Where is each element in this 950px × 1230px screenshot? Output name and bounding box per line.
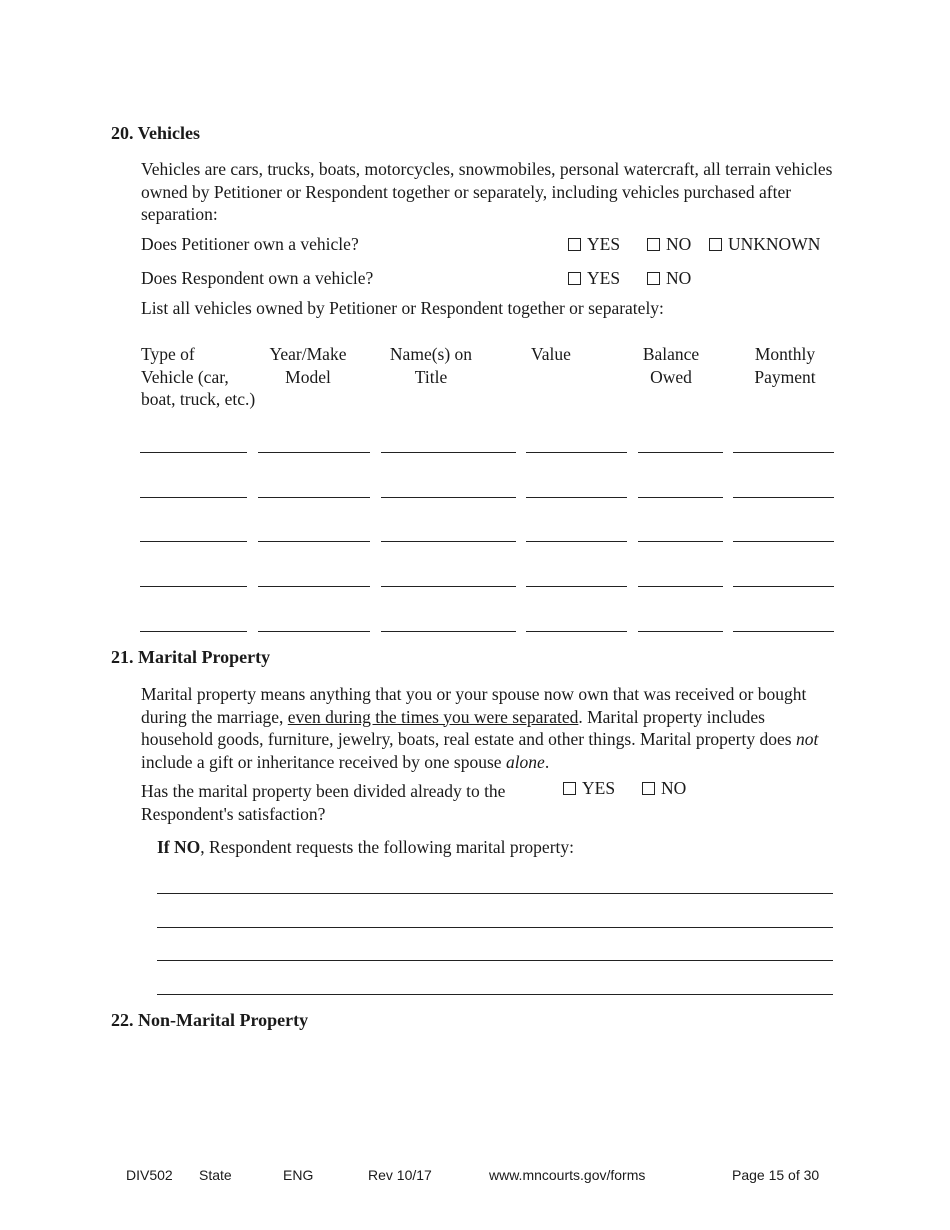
petitioner-vehicle-no[interactable]: NO [647,234,691,255]
footer-revision: Rev 10/17 [368,1167,432,1183]
respondent-vehicle-question: Does Respondent own a vehicle? [141,268,374,288]
petitioner-vehicle-question: Does Petitioner own a vehicle? [141,234,359,254]
vehicles-intro: Vehicles are cars, trucks, boats, motorcycles, snowmobiles, personal watercraft, all terrain vehicles owned by Petitioner or Respondent together or separately, including vehicles purchased after separation: [141,159,833,224]
vehicle-entry-line[interactable] [638,541,723,542]
vehicle-entry-line[interactable] [140,631,247,632]
checkbox[interactable] [709,238,722,251]
petitioner-vehicle-yes[interactable]: YES [568,234,620,255]
footer-url: www.mncourts.gov/forms [489,1167,646,1183]
vehicle-entry-line[interactable] [526,586,627,587]
marital-property-request-line[interactable] [157,893,833,894]
vehicle-entry-line[interactable] [733,497,834,498]
vehicle-entry-line[interactable] [140,497,247,498]
column-header-value: Value [531,344,571,364]
vehicle-entry-line[interactable] [526,631,627,632]
section-21-heading: 21. Marital Property [111,647,271,667]
vehicle-entry-line[interactable] [526,541,627,542]
checkbox[interactable] [563,782,576,795]
checkbox[interactable] [642,782,655,795]
vehicle-entry-line[interactable] [733,631,834,632]
footer-state: State [199,1167,232,1183]
vehicle-entry-line[interactable] [258,586,370,587]
column-header-monthly-payment: Monthly Payment [754,344,816,387]
footer-language: ENG [283,1167,314,1183]
vehicle-entry-line[interactable] [381,631,516,632]
vehicle-entry-line[interactable] [526,452,627,453]
marital-property-request-line[interactable] [157,994,833,995]
vehicle-entry-line[interactable] [381,541,516,542]
respondent-vehicle-yes[interactable]: YES [568,268,620,289]
vehicle-entry-line[interactable] [258,541,370,542]
vehicle-entry-line[interactable] [381,452,516,453]
vehicle-entry-line[interactable] [638,452,723,453]
column-header-year-make-model: Year/Make Model [269,344,347,387]
checkbox[interactable] [568,272,581,285]
if-no-request-label: If NO, Respondent requests the following marital property: [157,837,575,857]
respondent-vehicle-no[interactable]: NO [647,268,691,289]
vehicle-entry-line[interactable] [381,586,516,587]
vehicle-entry-line[interactable] [258,631,370,632]
vehicle-entry-line[interactable] [258,452,370,453]
underlined-phrase: even during the times you were separated [287,706,579,727]
marital-divided-no[interactable]: NO [642,778,686,799]
checkbox[interactable] [647,238,660,251]
vehicle-entry-line[interactable] [381,497,516,498]
marital-property-request-line[interactable] [157,927,833,928]
marital-property-divided-question: Has the marital property been divided already to the Respondent's satisfaction? [141,781,506,824]
marital-divided-yes[interactable]: YES [563,778,615,799]
marital-property-definition: Marital property means anything that you or your spouse now own that was received or bought during the marriage, even during the times you were separated. Marital property includes household goods, furniture, jewelry, boats, real estate and other things. Marital property does not include a gift or inheritance received by one spouse alone. [141,684,819,772]
vehicle-entry-line[interactable] [638,586,723,587]
checkbox[interactable] [568,238,581,251]
section-20-heading: 20. Vehicles [111,123,201,143]
vehicle-entry-line[interactable] [733,541,834,542]
vehicle-entry-line[interactable] [140,452,247,453]
vehicle-list-label: List all vehicles owned by Petitioner or Respondent together or separately: [141,298,664,318]
vehicle-entry-line[interactable] [258,497,370,498]
section-22-heading: 22. Non-Marital Property [111,1010,309,1030]
footer-page-number: Page 15 of 30 [732,1167,820,1183]
column-header-balance-owed: Balance Owed [642,344,700,387]
vehicle-entry-line[interactable] [526,497,627,498]
vehicle-entry-line[interactable] [733,452,834,453]
column-header-names-on-title: Name(s) on Title [389,344,473,387]
petitioner-vehicle-unknown[interactable]: UNKNOWN [709,234,820,255]
checkbox[interactable] [647,272,660,285]
vehicle-entry-line[interactable] [638,497,723,498]
vehicle-entry-line[interactable] [140,541,247,542]
vehicle-entry-line[interactable] [733,586,834,587]
vehicle-entry-line[interactable] [140,586,247,587]
vehicle-entry-line[interactable] [638,631,723,632]
marital-property-request-line[interactable] [157,960,833,961]
column-header-type: Type of Vehicle (car, boat, truck, etc.) [141,344,256,409]
footer-form-code: DIV502 [126,1167,173,1183]
